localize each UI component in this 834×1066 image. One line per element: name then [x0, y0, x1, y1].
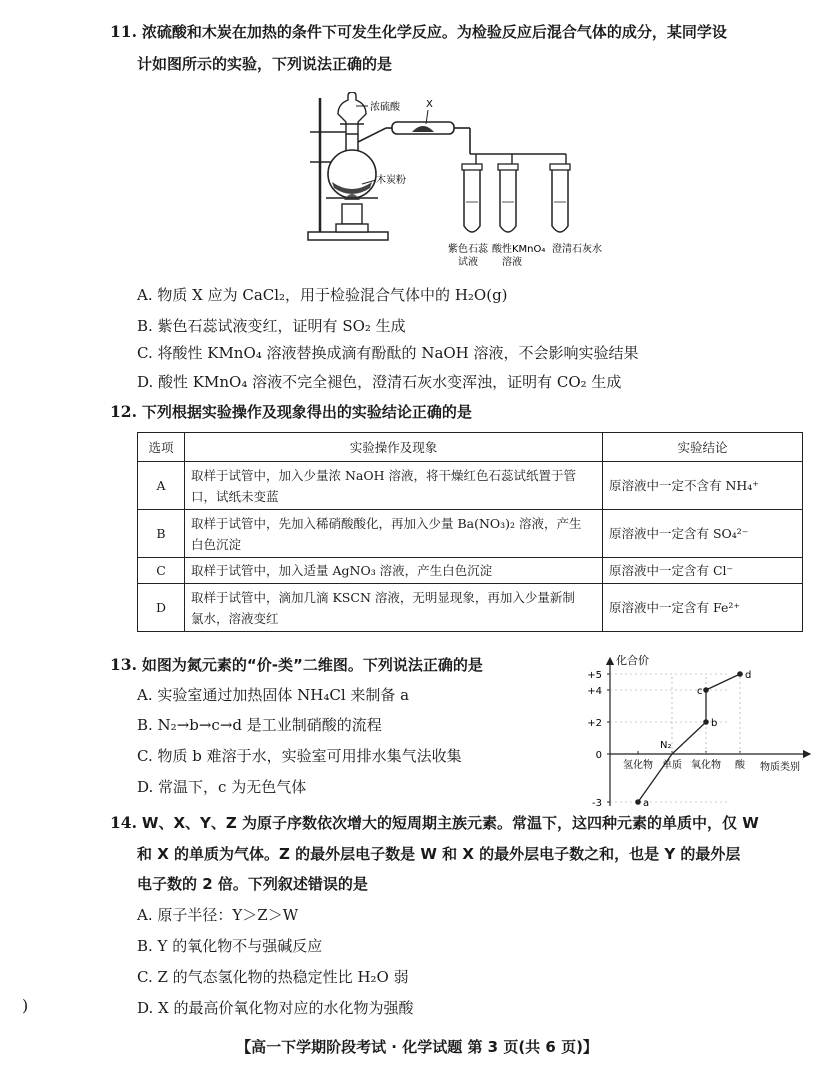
point-b	[703, 719, 709, 725]
series-segment	[706, 674, 740, 690]
q12-number: 12.	[110, 402, 137, 421]
table-row	[138, 510, 803, 558]
point-label: c	[697, 686, 703, 697]
q14-stem-line1: 14. W、X、Y、Z 为原子序数依次增大的短周期主族元素。常温下，这四种元素的单质中，仅 W	[110, 813, 759, 832]
q13-option-b: B. N₂→b→c→d 是工业制硝酸的流程	[137, 716, 382, 734]
row-conclusion: 原溶液中一定不含有 NH₄⁺	[603, 462, 803, 510]
x-category-label: 酸	[735, 760, 745, 771]
q14-option-d: D. X 的最高价氧化物对应的水化物为强酸	[137, 999, 414, 1017]
y-tick-label: +5	[587, 670, 602, 681]
q13-valence-chart	[580, 650, 820, 812]
label-tube2-line1: 酸性KMnO₄	[492, 244, 546, 255]
label-charcoal: 木炭粉	[376, 175, 406, 186]
row-label: A	[138, 462, 185, 510]
row-label: D	[138, 584, 185, 632]
y-tick-label: +4	[587, 686, 602, 697]
test-tube-3	[550, 154, 570, 232]
row-conclusion: 原溶液中一定含有 Fe²⁺	[603, 584, 803, 632]
q14-stem-line3: 电子数的 2 倍。下列叙述错误的是	[137, 875, 368, 893]
row-operation: 取样于试管中，加入少量浓 NaOH 溶液，将干燥红色石蕊试纸置于管 口，试纸未变蓝	[185, 462, 603, 510]
point-label: a	[643, 798, 650, 809]
y-tick-label: 0	[595, 750, 602, 761]
x-axis-label: 物质类别	[760, 762, 800, 773]
q14-option-b: B. Y 的氧化物不与强碱反应	[137, 937, 323, 955]
row-label: B	[138, 510, 185, 558]
q12-table	[137, 432, 803, 632]
label-tube3-line1: 澄清石灰水	[552, 244, 602, 255]
point-label: N₂	[660, 740, 672, 751]
q11-option-b: B. 紫色石蕊试液变红，证明有 SO₂ 生成	[137, 317, 406, 335]
q11-option-d: D. 酸性 KMnO₄ 溶液不完全褪色，澄清石灰水变浑浊，证明有 CO₂ 生成	[137, 373, 622, 391]
header-operation: 实验操作及现象	[185, 433, 603, 462]
q11-apparatus-figure	[296, 92, 616, 270]
q11-option-c: C. 将酸性 KMnO₄ 溶液替换成滴有酚酞的 NaOH 溶液，不会影响实验结果	[137, 344, 639, 362]
label-tube1-line1: 紫色石蕊	[448, 244, 488, 255]
label-acid: 浓硫酸	[370, 102, 400, 113]
row-operation: 取样于试管中，滴加几滴 KSCN 溶液，无明显现象，再加入少量新制 氯水，溶液变红	[185, 584, 603, 632]
point-label: b	[711, 718, 718, 729]
point-a	[635, 799, 641, 805]
q13-number: 13.	[110, 655, 137, 674]
table-row	[138, 584, 803, 632]
x-category-label: 氢化物	[623, 760, 653, 771]
row-conclusion: 原溶液中一定含有 SO₄²⁻	[603, 510, 803, 558]
point-label: d	[745, 670, 752, 681]
y-tick-label: -3	[592, 798, 602, 809]
test-tube-2	[498, 154, 518, 232]
q14-number: 14.	[110, 813, 137, 832]
margin-mark: )	[22, 996, 29, 1015]
q14-option-c: C. Z 的气态氢化物的热稳定性比 H₂O 弱	[137, 968, 409, 986]
row-operation: 取样于试管中，先加入稀硝酸酸化，再加入少量 Ba(NO₃)₂ 溶液，产生 白色沉淀	[185, 510, 603, 558]
q13-option-d: D. 常温下，c 为无色气体	[137, 778, 307, 796]
q13-option-a: A. 实验室通过加热固体 NH₄Cl 来制备 a	[137, 686, 410, 704]
q11-stem-line2: 计如图所示的实验，下列说法正确的是	[137, 55, 393, 73]
y-tick-label: +2	[587, 718, 602, 729]
point-c	[703, 687, 709, 693]
table-row	[138, 462, 803, 510]
q13-stem: 13. 如图为氮元素的“价-类”二维图。下列说法正确的是	[110, 655, 483, 674]
q13-option-c: C. 物质 b 难溶于水，实验室可用排水集气法收集	[137, 747, 462, 765]
q14-stem-line2: 和 X 的单质为气体。Z 的最外层电子数是 W 和 X 的最外层电子数之和，也是 Y 的最外层	[137, 845, 741, 863]
q12-stem: 12. 下列根据实验操作及现象得出的实验结论正确的是	[110, 402, 472, 421]
page-footer: 【高一下学期阶段考试 · 化学试题 第 3 页(共 6 页)】	[236, 1038, 598, 1056]
header-option: 选项	[138, 433, 185, 462]
q11-stem-line1: 11. 浓硫酸和木炭在加热的条件下可发生化学反应。为检验反应后混合气体的成分，某同学设	[110, 22, 727, 41]
y-axis-label: 化合价	[616, 654, 649, 667]
x-category-label: 氧化物	[691, 760, 721, 771]
label-tube1-line2: 试液	[458, 257, 478, 268]
row-label: C	[138, 558, 185, 584]
row-conclusion: 原溶液中一定含有 Cl⁻	[603, 558, 803, 584]
table-header-row	[138, 433, 803, 462]
x-category-label: 单质	[662, 760, 682, 771]
test-tube-1	[462, 154, 482, 232]
series-segment	[672, 722, 706, 754]
row-operation: 取样于试管中，加入适量 AgNO₃ 溶液，产生白色沉淀	[185, 558, 603, 584]
q11-option-a: A. 物质 X 应为 CaCl₂，用于检验混合气体中的 H₂O(g)	[137, 286, 508, 304]
table-row	[138, 558, 803, 584]
header-conclusion: 实验结论	[603, 433, 803, 462]
label-x: X	[426, 99, 433, 110]
point-d	[737, 671, 743, 677]
q11-number: 11.	[110, 22, 137, 41]
label-tube2-line2: 溶液	[502, 257, 522, 268]
q14-option-a: A. 原子半径：Y＞Z＞W	[137, 906, 299, 924]
